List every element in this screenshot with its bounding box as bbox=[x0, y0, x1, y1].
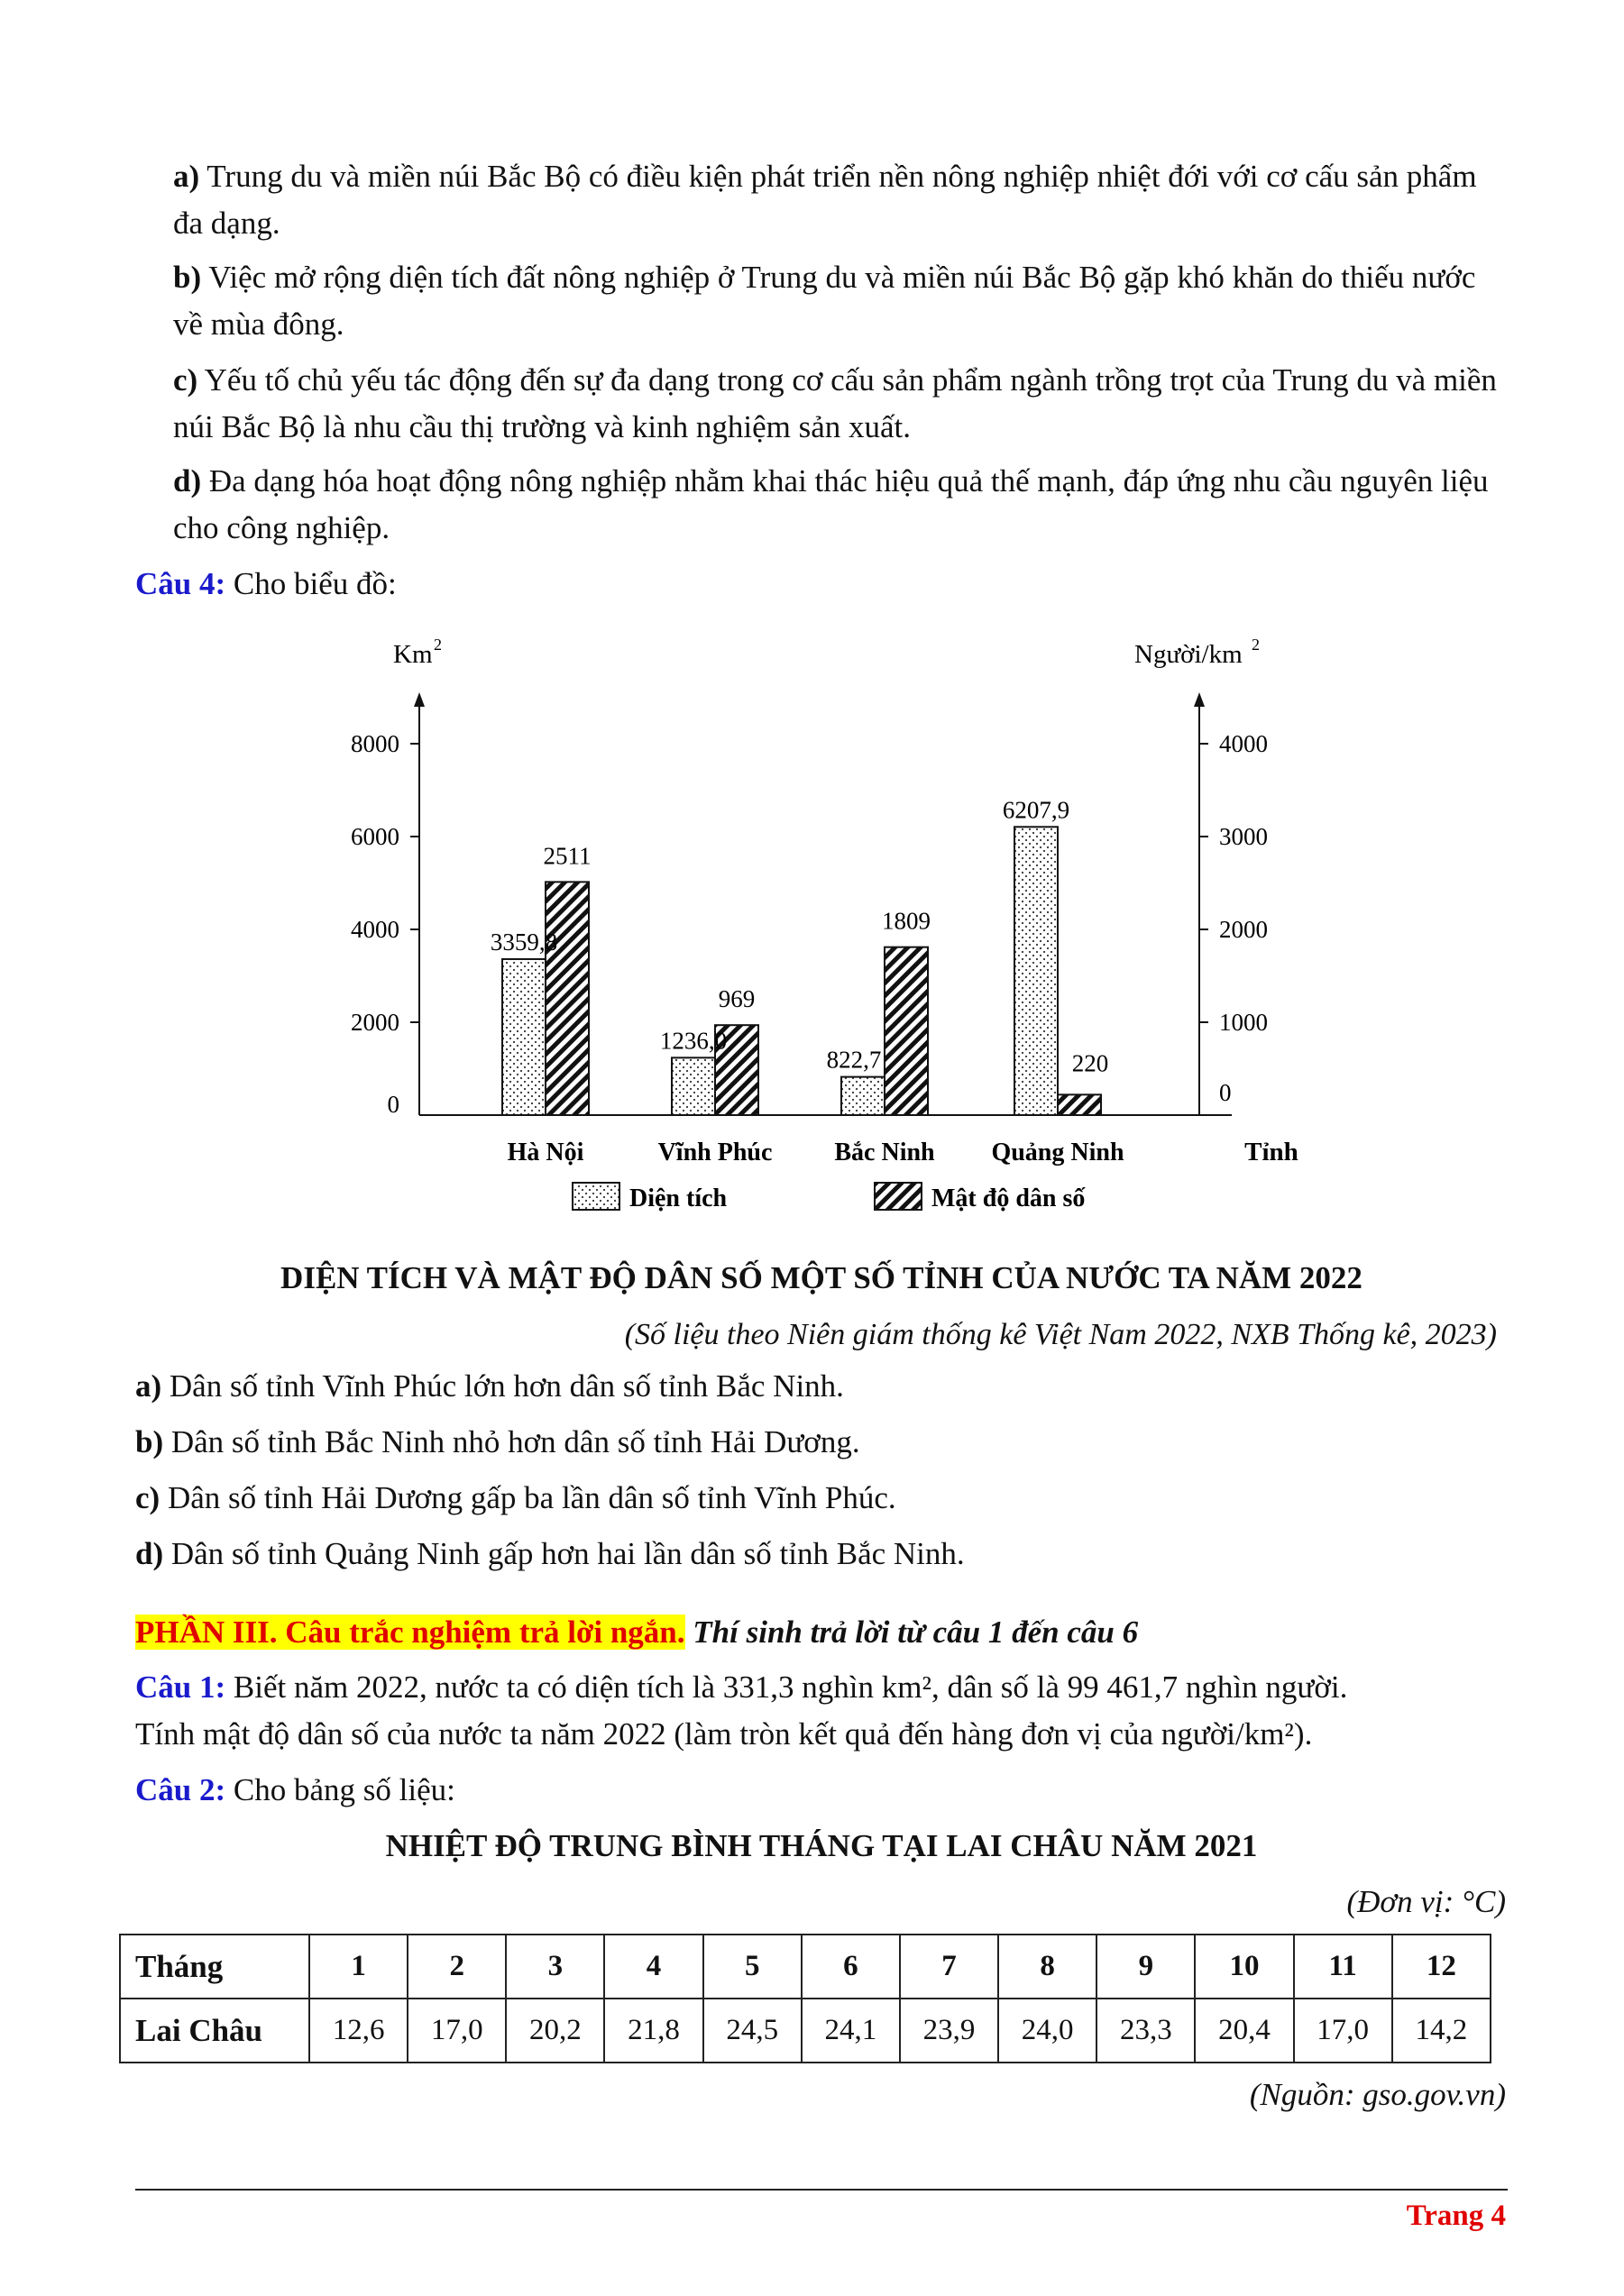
month-header-cell: 3 bbox=[506, 1935, 604, 1999]
question-label: Câu 4: bbox=[135, 566, 226, 601]
month-header-cell: 5 bbox=[703, 1935, 802, 1999]
month-header-cell: 12 bbox=[1392, 1935, 1491, 1999]
temperature-cell: 21,8 bbox=[604, 1999, 702, 2063]
option-text: Dân số tỉnh Hải Dương gấp ba lần dân số tỉnh Vĩnh Phúc. bbox=[167, 1480, 896, 1515]
temperature-cell: 24,5 bbox=[703, 1999, 802, 2063]
left-axis-unit: Km bbox=[393, 640, 433, 669]
bar-density bbox=[885, 947, 928, 1115]
temperature-cell: 20,4 bbox=[1195, 1999, 1293, 2063]
right-tick-label: 1000 bbox=[1219, 1009, 1268, 1036]
temperature-cell: 20,2 bbox=[506, 1999, 604, 2063]
category-label: Bắc Ninh bbox=[834, 1139, 935, 1166]
category-label: Hà Nội bbox=[507, 1139, 584, 1166]
q4-option-d bbox=[135, 1531, 1506, 1578]
left-tick-label: 8000 bbox=[351, 730, 399, 757]
month-header-cell: 7 bbox=[900, 1935, 998, 1999]
q4-option-a bbox=[135, 1363, 1506, 1410]
right-tick-label: 4000 bbox=[1219, 730, 1268, 757]
row-label-cell: Lai Châu bbox=[120, 1999, 309, 2063]
month-header-cell: 9 bbox=[1096, 1935, 1195, 1999]
option-text: Việc mở rộng diện tích đất nông nghiệp ở Trung du và miền núi Bắc Bộ gặp khó khăn do thiếu nước về mùa đông. bbox=[173, 260, 1476, 342]
part3-instruction: Thí sinh trả lời từ câu 1 đến câu 6 bbox=[684, 1615, 1139, 1650]
question-text: Biết năm 2022, nước ta có diện tích là 331,3 nghìn km², dân số là 99 461,7 nghìn người. bbox=[225, 1669, 1348, 1705]
month-header-cell: 8 bbox=[998, 1935, 1096, 1999]
bar-area bbox=[841, 1077, 885, 1115]
legend-label-density: Mật độ dân số bbox=[931, 1185, 1086, 1212]
legend-swatch-area bbox=[573, 1183, 619, 1210]
option-text: Đa dạng hóa hoạt động nông nghiệp nhằm khai thác hiệu quả thế mạnh, đáp ứng nhu cầu nguyên liệu cho công nghiệp. bbox=[173, 463, 1489, 545]
chart-legend bbox=[573, 1183, 1086, 1212]
table-unit: (Đơn vị: °C) bbox=[1346, 1884, 1506, 1919]
chart-bars bbox=[502, 827, 1101, 1115]
month-header-cell: 2 bbox=[408, 1935, 506, 1999]
bar-chart bbox=[325, 622, 1317, 1235]
right-axis-unit: Người/km bbox=[1134, 640, 1243, 669]
option-label: a) bbox=[173, 159, 200, 194]
option-text: Trung du và miền núi Bắc Bộ có điều kiện phát triển nền nông nghiệp nhiệt đới với cơ cấu sản phẩm đa dạng. bbox=[173, 159, 1477, 241]
header-label-cell: Tháng bbox=[120, 1935, 309, 1999]
question-line-2: Tính mật độ dân số của nước ta năm 2022 (làm tròn kết quả đến hàng đơn vị của người/km²). bbox=[135, 1716, 1313, 1752]
question-label: Câu 1: bbox=[135, 1669, 226, 1705]
option-label: b) bbox=[135, 1424, 164, 1459]
table-row bbox=[120, 1999, 1491, 2063]
question-text: Cho biểu đồ: bbox=[225, 566, 397, 601]
month-header-cell: 11 bbox=[1294, 1935, 1392, 1999]
data-label-density: 2511 bbox=[543, 842, 592, 870]
left-tick-label: 2000 bbox=[351, 1009, 399, 1036]
option-text: Yếu tố chủ yếu tác động đến sự đa dạng trong cơ cấu sản phẩm ngành trồng trọt của Trung du và miền núi Bắc Bộ là nhu cầu thị trường và kinh nghiệm sản xuất. bbox=[173, 362, 1497, 444]
month-header-cell: 4 bbox=[604, 1935, 702, 1999]
right-axis-unit-sup: 2 bbox=[1252, 636, 1260, 654]
option-text: Dân số tỉnh Vĩnh Phúc lớn hơn dân số tỉnh Bắc Ninh. bbox=[169, 1368, 844, 1404]
q3-option-d bbox=[173, 458, 1508, 552]
legend-label-area: Diện tích bbox=[629, 1185, 728, 1212]
part3-question-1 bbox=[135, 1664, 1524, 1758]
month-header-cell: 10 bbox=[1195, 1935, 1293, 1999]
temperature-cell: 24,1 bbox=[802, 1999, 900, 2063]
bar-area bbox=[502, 959, 546, 1115]
data-label-area: 6207,9 bbox=[1002, 796, 1070, 824]
left-tick-label: 6000 bbox=[351, 823, 399, 850]
option-label: b) bbox=[173, 260, 202, 295]
part3-question-2 bbox=[135, 1767, 1506, 1814]
bar-area bbox=[1014, 827, 1058, 1115]
left-tick-label: 0 bbox=[387, 1091, 399, 1118]
q3-option-b bbox=[173, 254, 1508, 348]
temperature-cell: 23,3 bbox=[1096, 1999, 1195, 2063]
right-tick-label: 3000 bbox=[1219, 823, 1268, 850]
bar-density bbox=[1058, 1094, 1101, 1115]
table-source: (Nguồn: gso.gov.vn) bbox=[1249, 2077, 1506, 2112]
right-tick-label: 0 bbox=[1219, 1079, 1232, 1106]
right-tick-label: 2000 bbox=[1219, 916, 1268, 943]
q3-option-a bbox=[173, 153, 1508, 247]
temperature-cell: 24,0 bbox=[998, 1999, 1096, 2063]
data-label-area: 1236,0 bbox=[659, 1027, 728, 1055]
question-line-1 bbox=[135, 1664, 1524, 1711]
question-text: Cho bảng số liệu: bbox=[225, 1772, 455, 1807]
question-label: Câu 2: bbox=[135, 1772, 226, 1807]
chart-axes bbox=[351, 636, 1298, 1166]
option-text: Dân số tỉnh Bắc Ninh nhỏ hơn dân số tỉnh Hải Dương. bbox=[170, 1424, 860, 1459]
month-header-cell: 6 bbox=[802, 1935, 900, 1999]
data-label-density: 1809 bbox=[882, 907, 931, 935]
option-label: a) bbox=[135, 1368, 162, 1404]
month-header-cell: 1 bbox=[309, 1935, 408, 1999]
option-label: c) bbox=[135, 1480, 161, 1515]
right-axis-arrow bbox=[1194, 692, 1205, 707]
table-title: NHIỆT ĐỘ TRUNG BÌNH THÁNG TẠI LAI CHÂU NĂM 2021 bbox=[385, 1828, 1258, 1863]
category-label: Vĩnh Phúc bbox=[657, 1139, 773, 1166]
left-tick-label: 4000 bbox=[351, 916, 399, 943]
temperature-cell: 23,9 bbox=[900, 1999, 998, 2063]
part3-title: PHẦN III. Câu trắc nghiệm trả lời ngắn. bbox=[135, 1615, 685, 1650]
left-axis-arrow bbox=[414, 692, 425, 707]
left-axis-unit-sup: 2 bbox=[434, 636, 442, 654]
data-label-density: 969 bbox=[718, 985, 756, 1013]
legend-swatch-density bbox=[875, 1183, 922, 1210]
temperature-cell: 12,6 bbox=[309, 1999, 408, 2063]
temperature-table bbox=[119, 1934, 1491, 2063]
bar-area bbox=[672, 1057, 715, 1115]
page-number: Trang 4 bbox=[1406, 2200, 1506, 2232]
temperature-cell: 14,2 bbox=[1392, 1999, 1491, 2063]
q3-option-c bbox=[173, 357, 1508, 451]
option-label: c) bbox=[173, 362, 198, 398]
chart-source: (Số liệu theo Niên giám thống kê Việt Nam 2022, NXB Thống kê, 2023) bbox=[624, 1318, 1497, 1351]
footer-divider bbox=[135, 2189, 1508, 2191]
data-label-area: 822,7 bbox=[826, 1046, 882, 1074]
question-4 bbox=[135, 561, 1488, 608]
option-label: d) bbox=[173, 463, 202, 499]
q4-option-c bbox=[135, 1475, 1506, 1522]
q4-option-b bbox=[135, 1419, 1506, 1466]
temperature-cell: 17,0 bbox=[1294, 1999, 1392, 2063]
category-label: Quảng Ninh bbox=[991, 1139, 1124, 1166]
chart-title: DIỆN TÍCH VÀ MẬT ĐỘ DÂN SỐ MỘT SỐ TỈNH CỦA NƯỚC TA NĂM 2022 bbox=[280, 1260, 1363, 1295]
data-label-density: 220 bbox=[1071, 1049, 1109, 1077]
table-header-row bbox=[120, 1935, 1491, 1999]
option-label: d) bbox=[135, 1536, 164, 1571]
x-axis-label: Tỉnh bbox=[1244, 1138, 1298, 1166]
temperature-cell: 17,0 bbox=[408, 1999, 506, 2063]
bar-density bbox=[546, 882, 589, 1115]
data-label-area: 3359,8 bbox=[490, 928, 558, 956]
part3-heading bbox=[135, 1609, 1506, 1656]
option-text: Dân số tỉnh Quảng Ninh gấp hơn hai lần dân số tỉnh Bắc Ninh. bbox=[170, 1536, 965, 1571]
